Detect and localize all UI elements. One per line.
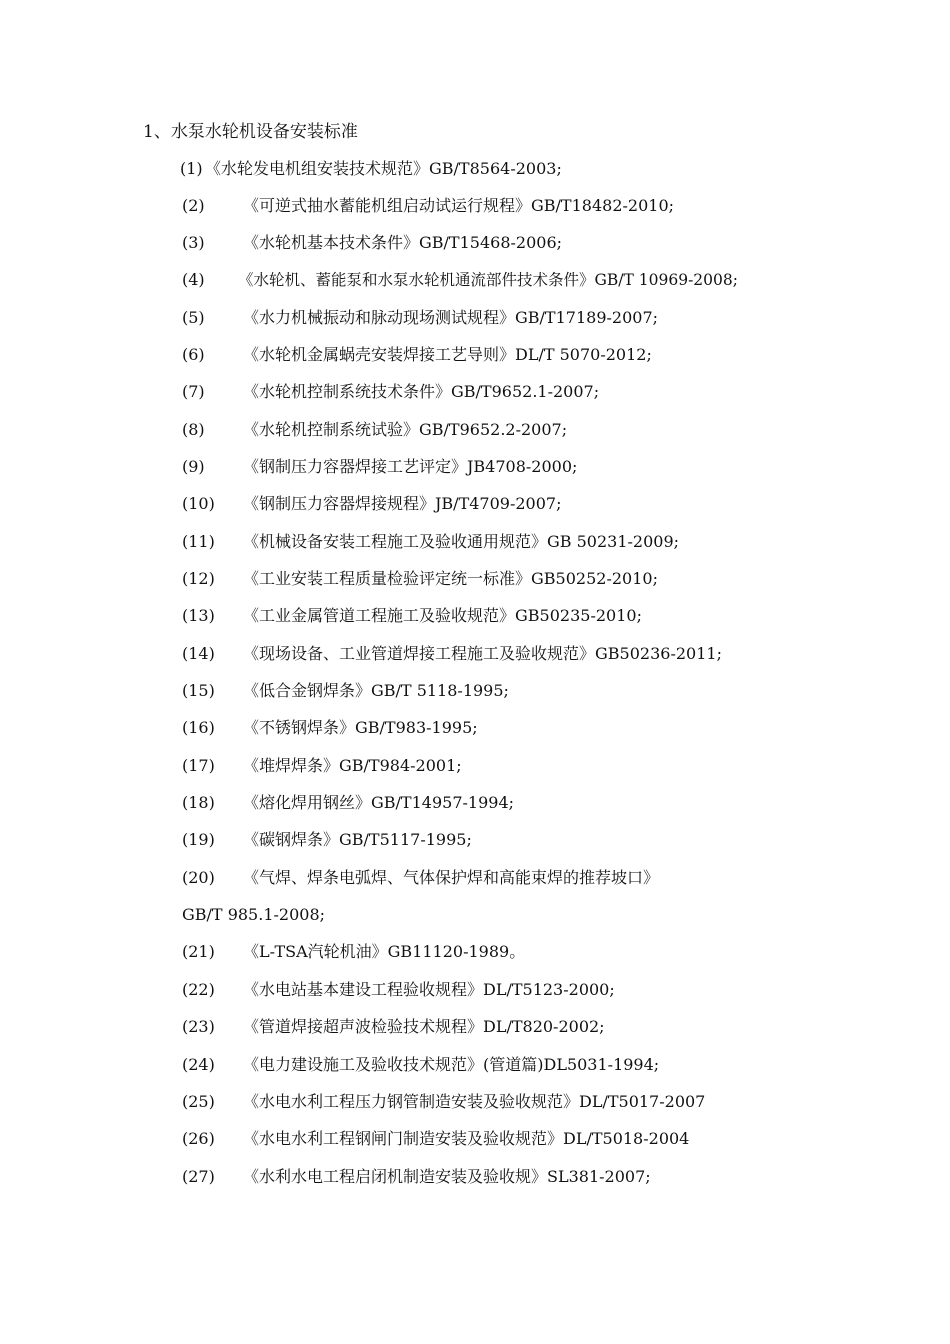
standard-reference-continuation: GB/T 985.1-2008;: [182, 905, 326, 924]
standard-reference: 《水轮机金属蜗壳安装焊接工艺导则》DL/T 5070-2012;: [243, 345, 652, 364]
standard-number: (15): [182, 681, 215, 700]
standard-number: (9): [182, 457, 205, 476]
standard-number: (25): [182, 1092, 215, 1111]
standard-reference: 《水轮机控制系统技术条件》GB/T9652.1-2007;: [243, 382, 600, 401]
standard-number: (18): [182, 793, 215, 812]
standard-reference: 《工业安装工程质量检验评定统一标准》GB50252-2010;: [243, 569, 658, 588]
standard-number: (2): [182, 196, 205, 215]
standard-number: (26): [182, 1129, 215, 1148]
standard-number: (22): [182, 980, 215, 999]
standard-reference: 《现场设备、工业管道焊接工程施工及验收规范》GB50236-2011;: [243, 644, 722, 663]
standard-number: (23): [182, 1017, 215, 1036]
standard-reference: 《水轮机基本技术条件》GB/T15468-2006;: [243, 233, 563, 252]
standard-number: (19): [182, 830, 215, 849]
standard-number: (3): [182, 233, 205, 252]
standard-number: (20): [182, 868, 215, 887]
standard-number: (12): [182, 569, 215, 588]
standard-reference: 《水电水利工程钢闸门制造安装及验收规范》DL/T5018-2004: [243, 1129, 690, 1148]
standard-number: (21): [182, 942, 215, 961]
standard-reference: 《熔化焊用钢丝》GB/T14957-1994;: [243, 793, 515, 812]
standard-reference: 《不锈钢焊条》GB/T983-1995;: [243, 718, 478, 737]
standard-reference: 《水轮发电机组安装技术规范》GB/T8564-2003;: [205, 159, 562, 178]
standard-reference: 《水轮机、蓄能泵和水泵水轮机通流部件技术条件》GB/T 10969-2008;: [238, 271, 738, 289]
standard-reference: 《气焊、焊条电弧焊、气体保护焊和高能束焊的推荐坡口》: [243, 868, 660, 887]
section-heading: 1、水泵水轮机设备安装标准: [143, 122, 358, 142]
standard-reference: 《堆焊焊条》GB/T984-2001;: [243, 756, 462, 775]
standard-number: (7): [182, 382, 205, 401]
standard-reference: 《电力建设施工及验收技术规范》(管道篇)DL5031-1994;: [243, 1055, 660, 1074]
standard-reference: 《水电水利工程压力钢管制造安装及验收规范》DL/T5017-2007: [243, 1092, 706, 1111]
standard-number: (16): [182, 718, 215, 737]
standard-number: (11): [182, 532, 215, 551]
standard-reference: 《机械设备安装工程施工及验收通用规范》GB 50231-2009;: [243, 532, 680, 551]
standard-number: (17): [182, 756, 215, 775]
standard-number: (14): [182, 644, 215, 663]
standard-reference: 《碳钢焊条》GB/T5117-1995;: [243, 830, 472, 849]
standard-reference: 《L-TSA汽轮机油》GB11120-1989。: [243, 942, 526, 961]
standard-reference: 《钢制压力容器焊接规程》JB/T4709-2007;: [243, 494, 562, 513]
standard-reference: 《管道焊接超声波检验技术规程》DL/T820-2002;: [243, 1017, 605, 1036]
standard-reference: 《钢制压力容器焊接工艺评定》JB4708-2000;: [243, 457, 578, 476]
standard-reference: 《低合金钢焊条》GB/T 5118-1995;: [243, 681, 509, 700]
standard-number: (8): [182, 420, 205, 439]
standard-reference: 《水利水电工程启闭机制造安装及验收规》SL381-2007;: [243, 1167, 651, 1186]
standard-number: (24): [182, 1055, 215, 1074]
standard-reference: 《工业金属管道工程施工及验收规范》GB50235-2010;: [243, 606, 642, 625]
standard-reference: 《水电站基本建设工程验收规程》DL/T5123-2000;: [243, 980, 615, 999]
standard-reference: 《水轮机控制系统试验》GB/T9652.2-2007;: [243, 420, 568, 439]
standard-number: (5): [182, 308, 205, 327]
standard-number: (13): [182, 606, 215, 625]
standard-number: (27): [182, 1167, 215, 1186]
standard-number: (4): [182, 270, 205, 289]
standard-reference: 《可逆式抽水蓄能机组启动试运行规程》GB/T18482-2010;: [243, 196, 675, 215]
standard-reference: 《水力机械振动和脉动现场测试规程》GB/T17189-2007;: [243, 308, 659, 327]
standard-number: (10): [182, 494, 215, 513]
standard-number: (1): [180, 159, 203, 178]
standard-number: (6): [182, 345, 205, 364]
